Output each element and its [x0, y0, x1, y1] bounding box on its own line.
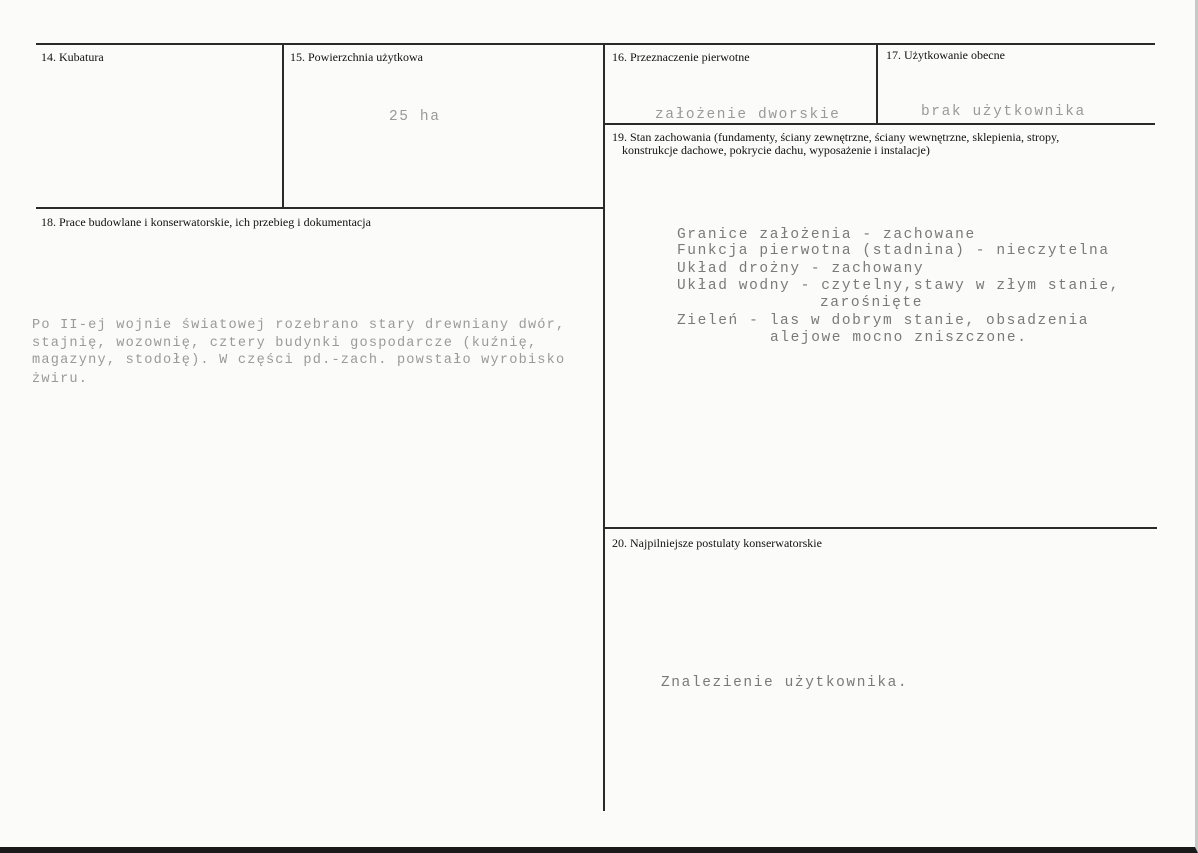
field-15-label: 15. Powierzchnia użytkowa — [290, 50, 423, 64]
field-19-line-1: Granice założenia - zachowane — [677, 227, 976, 243]
top-border-line — [36, 43, 1155, 45]
field-18-line-3: magazyny, stodołę). W części pd.-zach. powstało wyrobisko — [32, 353, 566, 368]
divider-16-17 — [876, 43, 878, 124]
field-18-label: 18. Prace budowlane i konserwatorskie, ich przebieg i dokumentacja — [41, 215, 371, 229]
field-19-line-5: zarośnięte — [820, 295, 924, 311]
field-19-line-4: Układ wodny - czytelny,stawy w złym stanie, — [677, 278, 1120, 294]
field-14-label: 14. Kubatura — [41, 50, 104, 64]
field-16-label: 16. Przeznaczenie pierwotne — [612, 50, 750, 64]
field-18-line-2: stajnię, wozownię, cztery budynki gospodarcze (kuźnię, — [32, 336, 538, 351]
divider-14-15 — [282, 43, 284, 208]
field-19-line-2: Funkcja pierwotna (stadnina) - nieczytelna — [677, 243, 1110, 259]
line-above-20 — [603, 527, 1157, 529]
field-17-value: brak użytkownika — [921, 104, 1086, 120]
field-19-label — [612, 131, 1059, 157]
field-15-value: 25 ha — [389, 109, 441, 125]
line-under-14-15 — [36, 207, 604, 209]
line-under-16-17 — [603, 123, 1155, 125]
field-20-value: Znalezienie użytkownika. — [661, 675, 909, 691]
field-19-label-line1: 19. Stan zachowania (fundamenty, ściany zewnętrzne, ściany wewnętrzne, sklepienia, stropy, — [612, 130, 1060, 144]
field-19-line-6: Zieleń - las w dobrym stanie, obsadzenia — [677, 313, 1090, 329]
field-19-label-line2: konstrukcje dachowe, pokrycie dachu, wyposażenie i instalacje) — [622, 143, 930, 157]
field-20-label: 20. Najpilniejsze postulaty konserwatorskie — [612, 536, 822, 550]
field-19-line-7: alejowe mocno zniszczone. — [770, 330, 1028, 346]
field-18-line-4: żwiru. — [32, 372, 89, 387]
field-16-value: założenie dworskie — [655, 107, 841, 123]
field-18-line-1: Po II-ej wojnie światowej rozebrano stary drewniany dwór, — [32, 318, 566, 333]
field-17-label: 17. Użytkowanie obecne — [886, 48, 1005, 62]
divider-main — [603, 43, 605, 811]
field-19-line-3: Układ drożny - zachowany — [677, 261, 925, 277]
